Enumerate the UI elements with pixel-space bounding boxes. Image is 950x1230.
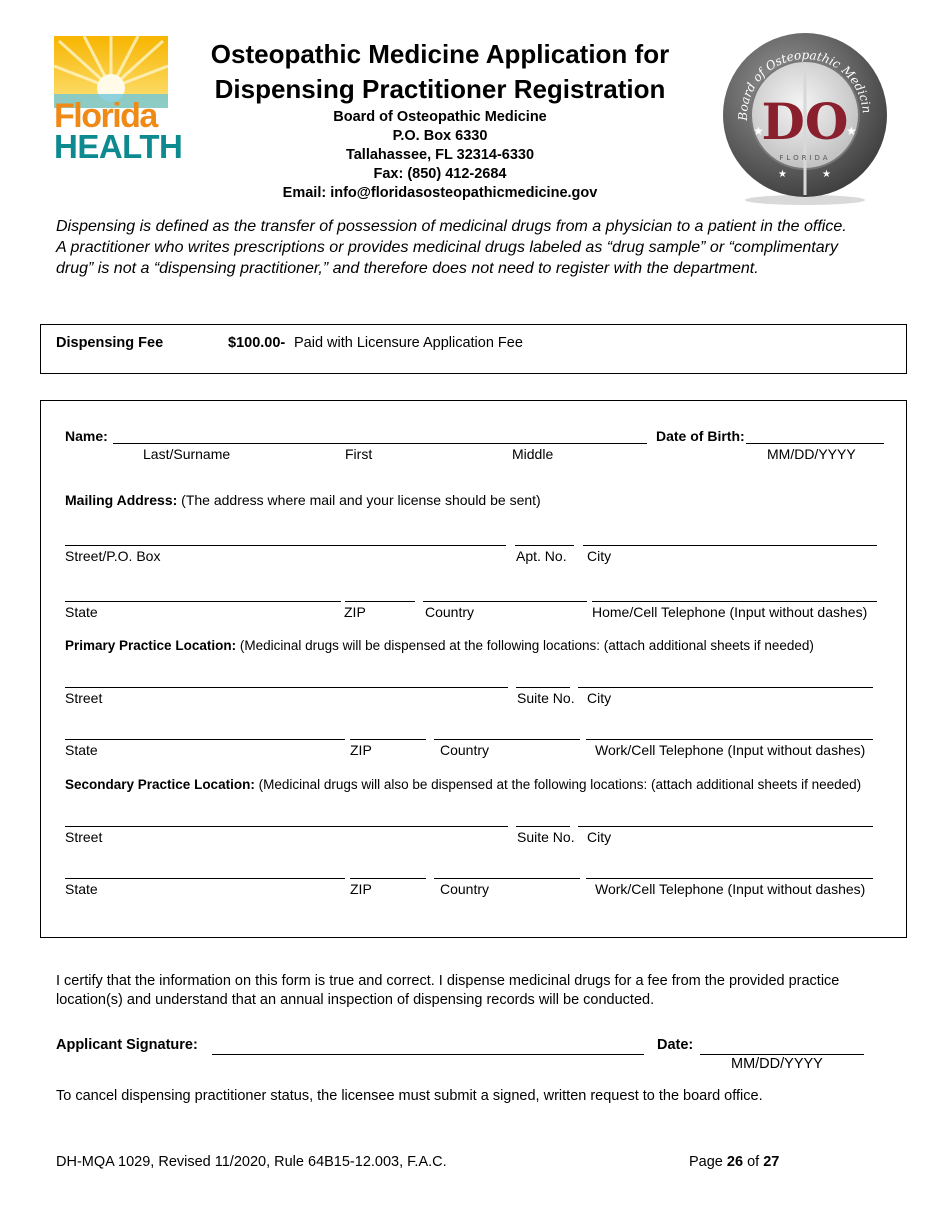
primary-note: (Medicinal drugs will be dispensed at the following locations: (attach additional sheets if needed) bbox=[239, 638, 814, 653]
mailing-city-input[interactable] bbox=[583, 545, 877, 546]
seal-bottom-text: FLORIDA bbox=[779, 154, 831, 162]
seal-initials: DO bbox=[761, 92, 849, 151]
date-sub-format: MM/DD/YYYY bbox=[731, 1056, 823, 1072]
secondary-street-label: Street bbox=[65, 829, 103, 845]
date-input[interactable] bbox=[700, 1054, 864, 1055]
footer-page-number bbox=[689, 1154, 779, 1170]
mailing-zip-input[interactable] bbox=[345, 601, 415, 602]
primary-state-label: State bbox=[65, 742, 98, 758]
secondary-label: Secondary Practice Location: bbox=[65, 777, 255, 792]
mailing-heading bbox=[65, 492, 541, 508]
name-sub-first: First bbox=[345, 446, 373, 462]
name-label: Name: bbox=[65, 428, 108, 444]
secondary-state-input[interactable] bbox=[65, 878, 345, 879]
fee-note: Paid with Licensure Application Fee bbox=[294, 335, 523, 351]
secondary-phone-label: Work/Cell Telephone (Input without dashes) bbox=[595, 881, 866, 897]
mailing-apt-label: Apt. No. bbox=[516, 548, 567, 564]
secondary-zip-input[interactable] bbox=[350, 878, 426, 879]
svg-text:Board of Osteopathic Medicine: Board of Osteopathic Medicin bbox=[735, 47, 874, 121]
secondary-suite-label: Suite No. bbox=[517, 829, 575, 845]
cancel-note: To cancel dispensing practitioner status, the licensee must submit a signed, written request to the board office. bbox=[56, 1088, 763, 1104]
fax-number: Fax: (850) 412-2684 bbox=[373, 166, 507, 182]
mailing-city-label: City bbox=[587, 548, 612, 564]
mailing-phone-label: Home/Cell Telephone (Input without dashes) bbox=[592, 604, 868, 620]
logo-word-health: HEALTH bbox=[54, 128, 183, 165]
name-sub-middle: Middle bbox=[512, 446, 554, 462]
florida-health-logo bbox=[54, 36, 183, 165]
primary-street-input[interactable] bbox=[65, 687, 508, 688]
board-seal bbox=[720, 27, 890, 207]
primary-state-input[interactable] bbox=[65, 739, 345, 740]
secondary-note: (Medicinal drugs will also be dispensed at the following locations: (attach additional sheets if needed) bbox=[258, 777, 862, 792]
mailing-state-input[interactable] bbox=[65, 601, 341, 602]
svg-text:★: ★ bbox=[753, 124, 764, 138]
mailing-label: Mailing Address: bbox=[65, 492, 178, 508]
name-sub-last: Last/Surname bbox=[143, 446, 231, 462]
primary-phone-input[interactable] bbox=[586, 739, 873, 740]
dob-label: Date of Birth: bbox=[656, 428, 745, 444]
dob-input[interactable] bbox=[746, 443, 884, 444]
name-input[interactable] bbox=[113, 443, 647, 444]
logo-word-florida: Florida bbox=[54, 97, 157, 135]
osteopathic-seal-icon bbox=[720, 27, 890, 207]
mailing-apt-input[interactable] bbox=[515, 545, 574, 546]
fee-amount: $100.00- bbox=[228, 335, 286, 351]
secondary-heading bbox=[65, 777, 861, 792]
secondary-state-label: State bbox=[65, 881, 98, 897]
mailing-phone-input[interactable] bbox=[592, 601, 877, 602]
secondary-city-label: City bbox=[587, 829, 612, 845]
primary-label: Primary Practice Location: bbox=[65, 638, 237, 653]
primary-city-label: City bbox=[587, 690, 612, 706]
secondary-phone-input[interactable] bbox=[586, 878, 873, 879]
primary-country-input[interactable] bbox=[434, 739, 580, 740]
mailing-country-input[interactable] bbox=[423, 601, 587, 602]
dob-sub-format: MM/DD/YYYY bbox=[767, 446, 856, 462]
mailing-zip-label: ZIP bbox=[344, 604, 366, 620]
mailing-note: (The address where mail and your license should be sent) bbox=[181, 492, 541, 508]
signature-input[interactable] bbox=[212, 1054, 644, 1055]
primary-city-input[interactable] bbox=[578, 687, 873, 688]
primary-country-label: Country bbox=[440, 742, 490, 758]
of-word: of bbox=[747, 1154, 760, 1170]
secondary-city-input[interactable] bbox=[578, 826, 873, 827]
mailing-street-label: Street/P.O. Box bbox=[65, 548, 161, 564]
email-address: Email: info@floridasosteopathicmedicine.gov bbox=[282, 185, 598, 201]
page-word: Page bbox=[689, 1154, 723, 1170]
date-label: Date: bbox=[657, 1037, 694, 1053]
certification-text: I certify that the information on this form is true and correct. I dispense medicinal drugs for a fee from the provided practice location(s) and understand that an annual inspection of dispensing records will be conducted. bbox=[56, 973, 840, 1008]
page-total: 27 bbox=[763, 1154, 780, 1170]
mailing-street-input[interactable] bbox=[65, 545, 506, 546]
city-state-zip: Tallahassee, FL 32314-6330 bbox=[345, 147, 535, 163]
signature-label: Applicant Signature: bbox=[56, 1037, 198, 1053]
page-title-line1: Osteopathic Medicine Application for bbox=[210, 39, 670, 69]
primary-heading bbox=[65, 638, 814, 653]
intro-paragraph: Dispensing is defined as the transfer of possession of medicinal drugs from a physician to a patient in the office. A practitioner who writes prescriptions or provides medicinal drugs labeled as “drug sample” or “complimentary drug” is not a “dispensing practitioner,” and therefore does not need to register with the department. bbox=[56, 218, 847, 277]
secondary-country-input[interactable] bbox=[434, 878, 580, 879]
secondary-zip-label: ZIP bbox=[350, 881, 372, 897]
secondary-suite-input[interactable] bbox=[516, 826, 570, 827]
mailing-state-label: State bbox=[65, 604, 98, 620]
secondary-street-input[interactable] bbox=[65, 826, 508, 827]
primary-phone-label: Work/Cell Telephone (Input without dashes) bbox=[595, 742, 866, 758]
primary-zip-label: ZIP bbox=[350, 742, 372, 758]
footer-form-id: DH-MQA 1029, Revised 11/2020, Rule 64B15-12.003, F.A.C. bbox=[56, 1154, 447, 1170]
page-current: 26 bbox=[726, 1154, 744, 1170]
primary-zip-input[interactable] bbox=[350, 739, 426, 740]
secondary-country-label: Country bbox=[440, 881, 490, 897]
primary-suite-input[interactable] bbox=[516, 687, 570, 688]
mailing-country-label: Country bbox=[425, 604, 475, 620]
po-box: P.O. Box 6330 bbox=[392, 128, 488, 144]
primary-street-label: Street bbox=[65, 690, 103, 706]
board-name: Board of Osteopathic Medicine bbox=[333, 109, 547, 125]
svg-text:★: ★ bbox=[822, 169, 831, 180]
applicant-form-box bbox=[40, 400, 907, 938]
svg-text:★: ★ bbox=[778, 169, 787, 180]
primary-suite-label: Suite No. bbox=[517, 690, 575, 706]
fee-label: Dispensing Fee bbox=[56, 335, 164, 351]
svg-text:★: ★ bbox=[846, 124, 857, 138]
page-title-line2: Dispensing Practitioner Registration bbox=[214, 74, 666, 104]
